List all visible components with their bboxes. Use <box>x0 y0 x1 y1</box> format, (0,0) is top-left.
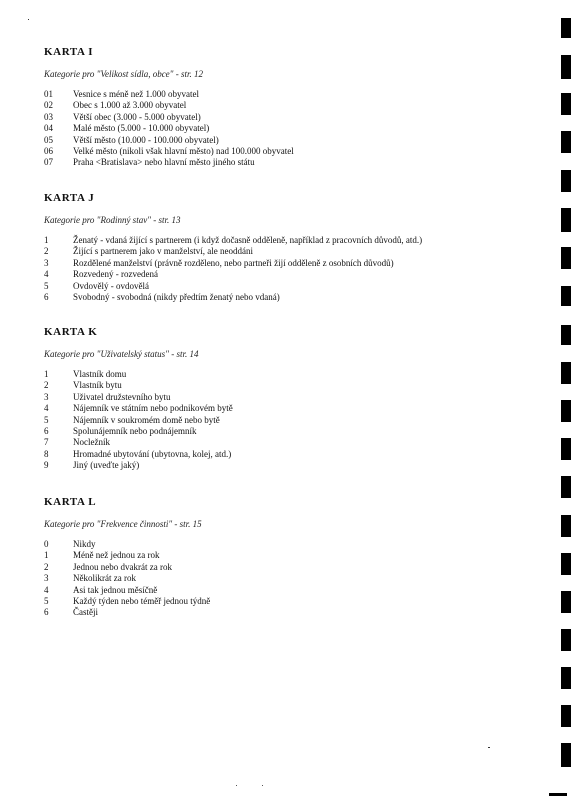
list-item <box>44 596 524 607</box>
list-item <box>44 281 524 292</box>
list-item <box>44 426 524 437</box>
item-text: Vlastník domu <box>73 369 127 379</box>
item-text: Nájemník ve státním nebo podnikovém bytě <box>73 403 233 414</box>
list-item <box>44 539 524 550</box>
item-number: 04 <box>44 123 53 134</box>
item-number: 9 <box>44 460 49 471</box>
list-item <box>44 415 524 426</box>
list-item <box>44 449 524 460</box>
edge-mark <box>561 667 571 689</box>
item-number: 4 <box>44 584 49 595</box>
speck <box>236 785 237 786</box>
list-item <box>44 392 524 403</box>
edge-mark <box>561 247 571 269</box>
edge-mark <box>561 286 571 306</box>
card-subtitle: Kategorie pro "Velikost sídla, obce" - str. 12 <box>44 69 203 79</box>
item-number: 5 <box>44 280 49 291</box>
item-number: 2 <box>44 380 49 391</box>
card-section-l <box>44 496 524 619</box>
edge-mark <box>561 515 571 537</box>
card-title: KARTA I <box>44 46 94 58</box>
speck <box>262 785 263 786</box>
list-item <box>44 369 524 380</box>
list-item <box>44 235 524 246</box>
list-item <box>44 89 524 100</box>
card-item-list <box>44 89 524 169</box>
edge-mark <box>561 325 571 345</box>
item-text: Žijící s partnerem jako v manželství, ale neoddáni <box>73 246 253 257</box>
edge-mark <box>561 18 571 38</box>
list-item <box>44 246 524 257</box>
item-text: Méně než jednou za rok <box>73 550 160 561</box>
card-section-j <box>44 192 524 303</box>
edge-mark <box>561 131 571 153</box>
item-number: 6 <box>44 426 49 437</box>
edge-mark <box>561 438 571 460</box>
item-text: Nájemník v soukromém domě nebo bytě <box>73 414 220 425</box>
item-text: Každý týden nebo téměř jednou týdně <box>73 596 211 607</box>
item-number: 6 <box>44 607 49 618</box>
item-number: 0 <box>44 539 49 549</box>
item-text: Asi tak jednou měsíčně <box>73 584 158 595</box>
card-subtitle: Kategorie pro "Rodinný stav" - str. 13 <box>44 215 181 225</box>
list-item <box>44 550 524 561</box>
item-number: 7 <box>44 437 49 448</box>
item-text: Častěji <box>73 607 98 618</box>
item-text: Uživatel družstevního bytu <box>73 391 171 402</box>
item-number: 1 <box>44 550 49 561</box>
card-title: KARTA J <box>44 192 95 204</box>
card-item-list <box>44 539 524 619</box>
item-number: 3 <box>44 391 49 402</box>
edge-mark <box>561 476 571 498</box>
edge-mark <box>561 55 571 79</box>
list-item <box>44 573 524 584</box>
item-number: 3 <box>44 573 49 584</box>
edge-mark <box>561 743 571 767</box>
item-text: Vlastník bytu <box>73 380 122 391</box>
card-title: KARTA K <box>44 326 98 338</box>
item-text: Jiný (uveďte jaký) <box>73 460 140 471</box>
item-number: 8 <box>44 448 49 459</box>
list-item <box>44 146 524 157</box>
card-section-k <box>44 326 524 472</box>
item-number: 5 <box>44 414 49 425</box>
item-text: Hromadné ubytování (ubytovna, kolej, atd.) <box>73 448 232 459</box>
item-text: Velké město (nikoli však hlavní město) nad 100.000 obyvatel <box>73 146 294 157</box>
item-number: 4 <box>44 269 49 280</box>
item-text: Spolunájemník nebo podnájemník <box>73 426 197 437</box>
item-text: Větší město (10.000 - 100.000 obyvatel) <box>73 134 219 145</box>
card-subtitle: Kategorie pro "Frekvence činnosti" - str. 15 <box>44 519 202 529</box>
item-number: 2 <box>44 561 49 572</box>
item-number: 07 <box>44 157 53 168</box>
card-item-list <box>44 235 524 303</box>
card-title: KARTA L <box>44 496 97 508</box>
scan-edge-marks <box>559 0 579 796</box>
edge-mark <box>561 362 571 384</box>
item-text: Jednou nebo dvakrát za rok <box>73 561 172 572</box>
item-number: 2 <box>44 246 49 257</box>
list-item <box>44 123 524 134</box>
list-item <box>44 269 524 280</box>
item-text: Nocležník <box>73 437 110 448</box>
item-text: Několikrát za rok <box>73 573 136 584</box>
list-item <box>44 460 524 471</box>
item-text: Rozvedený - rozvedená <box>73 269 158 280</box>
item-text: Praha <Bratislava> nebo hlavní město jiného státu <box>73 157 255 168</box>
speck <box>28 19 29 20</box>
item-number: 03 <box>44 111 53 122</box>
item-text: Rozdělené manželství (právně rozděleno, nebo partneři žijí odděleně z osobních důvodů) <box>73 257 394 268</box>
item-text: Nikdy <box>73 539 96 549</box>
item-number: 5 <box>44 596 49 607</box>
edge-mark <box>561 553 571 575</box>
list-item <box>44 157 524 168</box>
list-item <box>44 607 524 618</box>
item-number: 6 <box>44 292 49 303</box>
item-number: 3 <box>44 257 49 268</box>
item-text: Malé město (5.000 - 10.000 obyvatel) <box>73 123 210 134</box>
item-number: 02 <box>44 100 53 111</box>
edge-mark <box>561 170 571 192</box>
list-item <box>44 562 524 573</box>
list-item <box>44 403 524 414</box>
edge-mark <box>561 93 571 115</box>
item-number: 1 <box>44 369 49 379</box>
item-text: Větší obec (3.000 - 5.000 obyvatel) <box>73 111 201 122</box>
item-text: Obec s 1.000 až 3.000 obyvatel <box>73 100 187 111</box>
edge-mark <box>561 591 571 613</box>
list-item <box>44 112 524 123</box>
item-text: Vesnice s méně než 1.000 obyvatel <box>73 89 199 99</box>
item-number: 06 <box>44 146 53 157</box>
edge-mark <box>561 629 571 651</box>
item-number: 05 <box>44 134 53 145</box>
edge-mark <box>561 705 571 727</box>
list-item <box>44 585 524 596</box>
list-item <box>44 100 524 111</box>
speck <box>488 747 490 748</box>
edge-mark <box>561 208 571 232</box>
list-item <box>44 258 524 269</box>
card-item-list <box>44 369 524 472</box>
edge-mark <box>561 400 571 422</box>
item-text: Ženatý - vdaná žijící s partnerem (i když dočasně odděleně, například z pracovních důvodů, atd.) <box>73 235 423 245</box>
list-item <box>44 292 524 303</box>
item-number: 01 <box>44 89 53 99</box>
item-text: Svobodný - svobodná (nikdy předtím ženatý nebo vdaná) <box>73 292 280 303</box>
card-section-i <box>44 46 524 169</box>
list-item <box>44 135 524 146</box>
item-number: 4 <box>44 403 49 414</box>
item-text: Ovdovělý - ovdovělá <box>73 280 149 291</box>
item-number: 1 <box>44 235 49 245</box>
list-item <box>44 437 524 448</box>
card-subtitle: Kategorie pro "Uživatelský status" - str. 14 <box>44 349 199 359</box>
list-item <box>44 380 524 391</box>
